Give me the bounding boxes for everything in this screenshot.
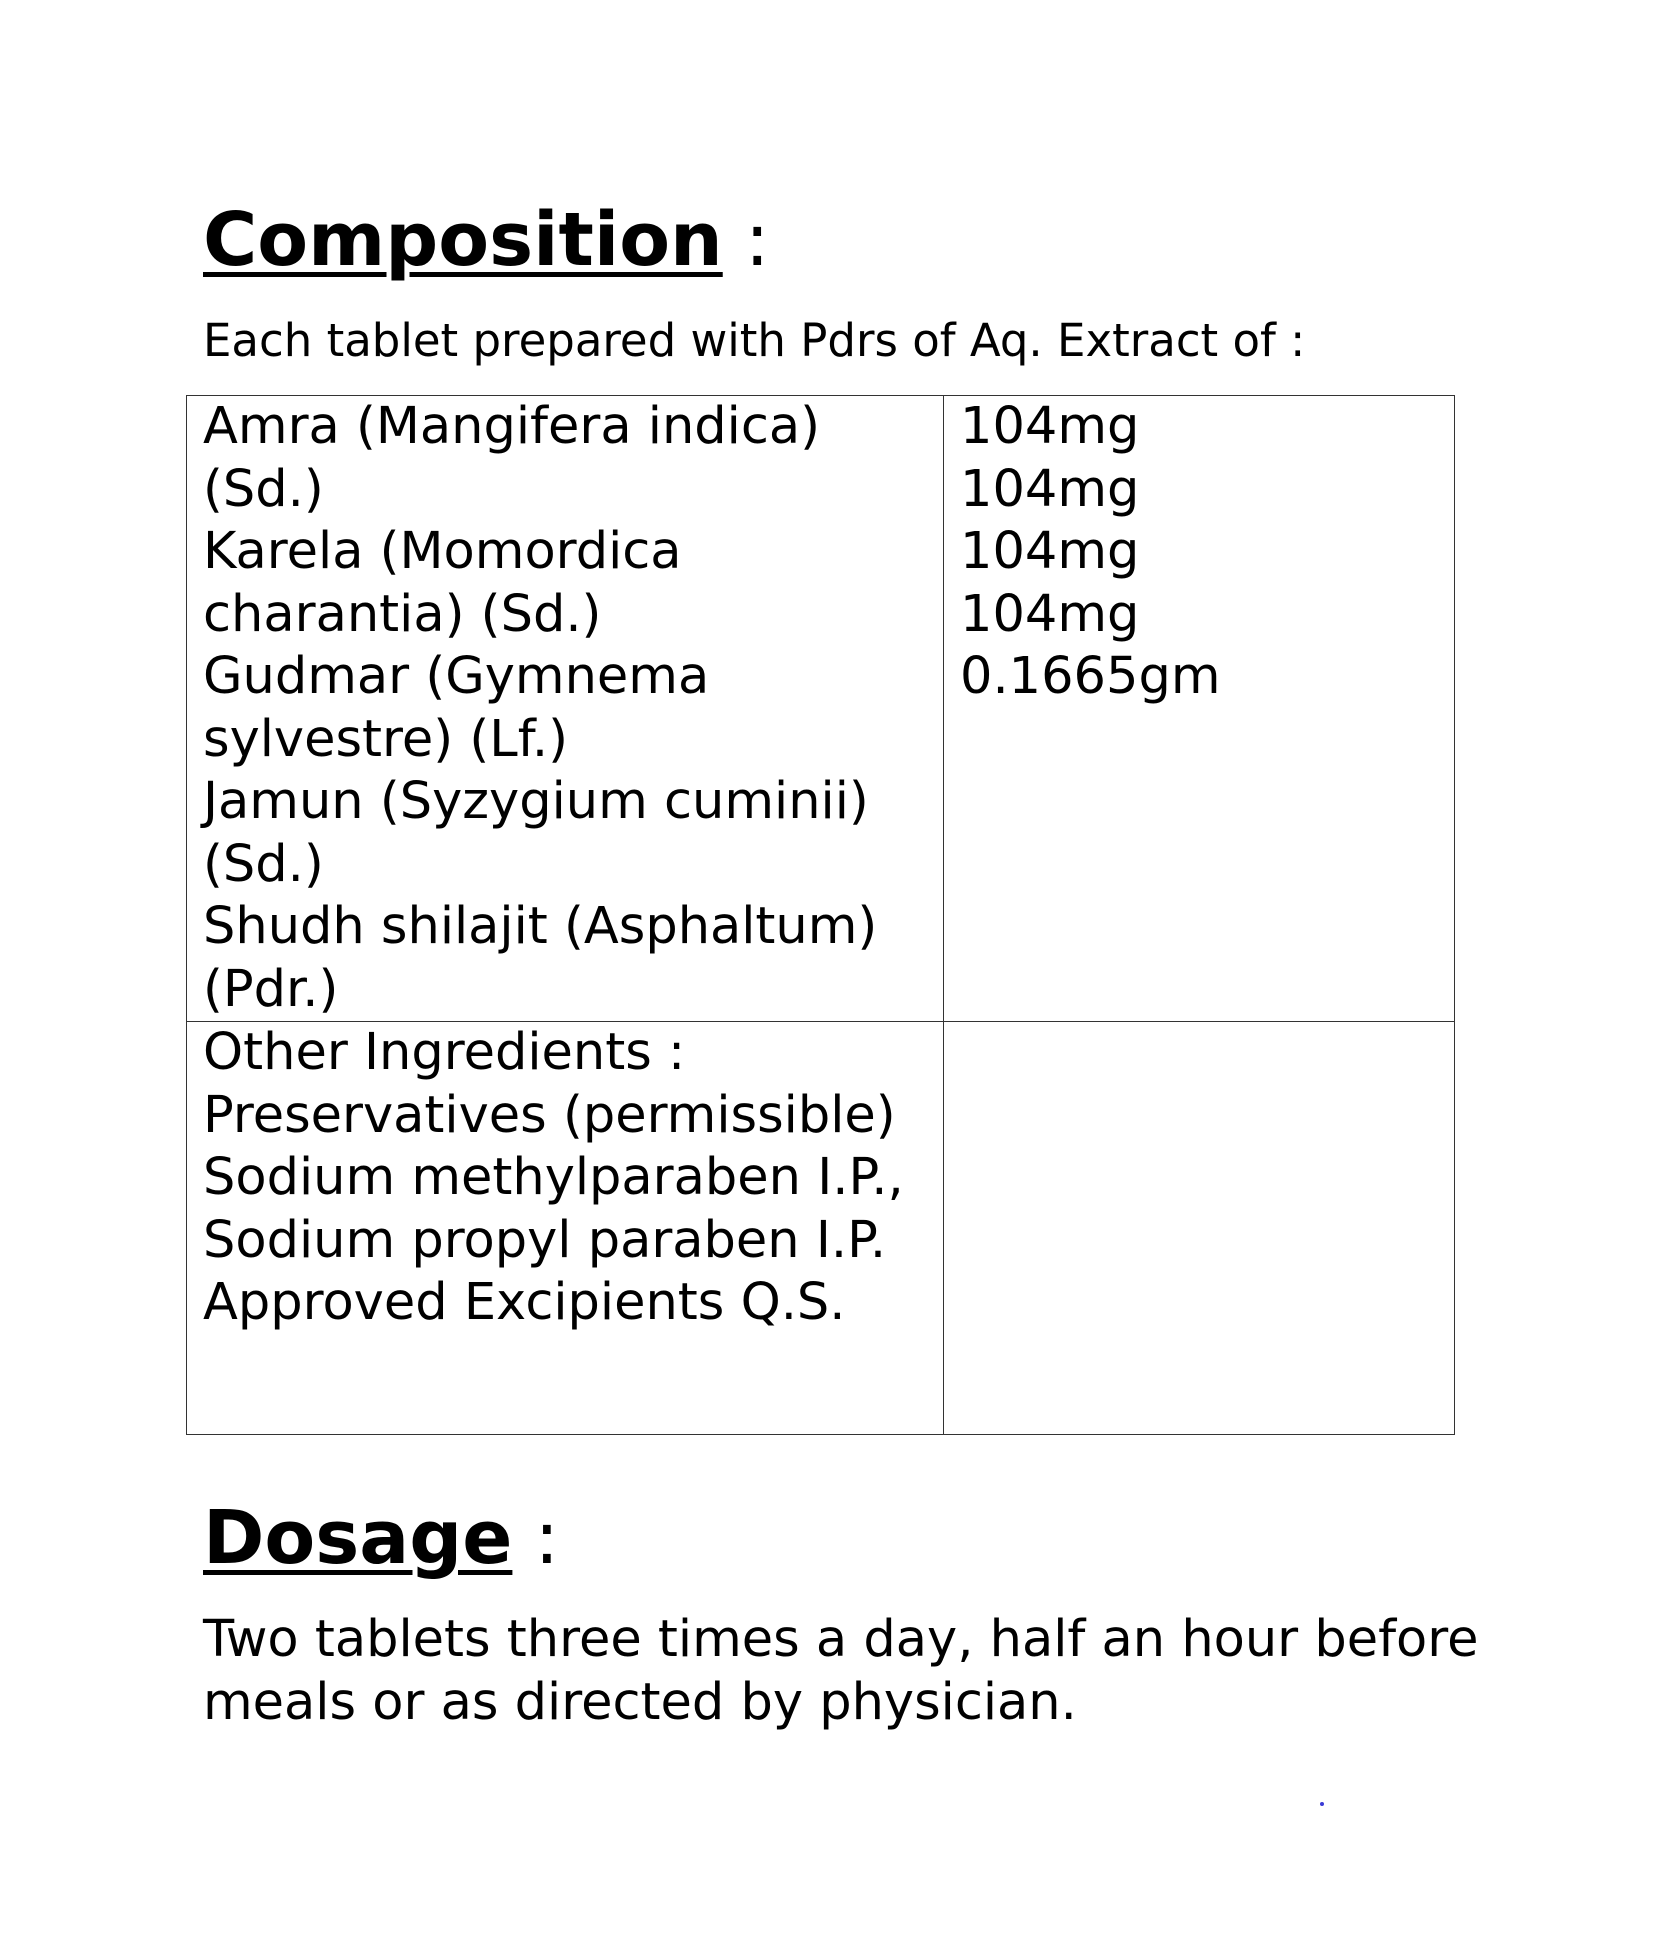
composition-intro: Each tablet prepared with Pdrs of Aq. Extract of : <box>203 314 1306 367</box>
ingredient-line: Jamun (Syzygium cuminii) <box>203 772 869 831</box>
dosage-line: meals or as directed by physician. <box>203 1673 1077 1732</box>
dosage-text <box>203 1608 1503 1734</box>
quantity-line: 104mg <box>960 522 1140 581</box>
ingredient-line: sylvestre) (Lf.) <box>203 709 569 769</box>
stray-dot <box>1320 1802 1324 1806</box>
quantities-cell <box>944 396 1455 1022</box>
other-ingredient-line: Other Ingredients : <box>203 1023 686 1082</box>
ingredient-line: Gudmar (Gymnema <box>203 647 710 706</box>
ingredient-line: charantia) (Sd.) <box>203 584 602 644</box>
quantity-line: 104mg <box>960 397 1140 456</box>
other-ingredient-line: Sodium propyl paraben I.P. <box>203 1210 887 1270</box>
ingredient-line: Amra (Mangifera indica) <box>203 397 821 456</box>
ingredient-line: (Sd.) <box>203 459 324 519</box>
other-ingredient-line: Approved Excipients Q.S. <box>203 1273 846 1332</box>
ingredients-cell <box>187 396 944 1022</box>
quantity-line: 0.1665gm <box>960 647 1221 706</box>
composition-colon: : <box>744 197 770 283</box>
quantity-line: 104mg <box>960 459 1140 519</box>
composition-heading <box>203 197 770 283</box>
ingredient-line: (Pdr.) <box>203 959 339 1019</box>
dosage-heading <box>203 1495 560 1581</box>
other-ingredients-cell <box>187 1022 944 1435</box>
other-ingredient-line: Preservatives (permissible) <box>203 1085 896 1145</box>
dosage-line: Two tablets three times a day, half an hour before <box>203 1610 1479 1669</box>
ingredient-line: Karela (Momordica <box>203 522 682 581</box>
empty-cell <box>944 1022 1455 1435</box>
table-row <box>187 396 1455 1022</box>
dosage-colon: : <box>534 1495 560 1581</box>
table-row <box>187 1022 1455 1435</box>
composition-table <box>186 395 1455 1435</box>
quantity-line: 104mg <box>960 584 1140 644</box>
dosage-title: Dosage <box>203 1495 513 1581</box>
other-ingredient-line: Sodium methylparaben I.P., <box>203 1148 904 1207</box>
ingredient-line: (Sd.) <box>203 834 324 894</box>
composition-title: Composition <box>203 197 723 283</box>
ingredient-line: Shudh shilajit (Asphaltum) <box>203 897 878 956</box>
